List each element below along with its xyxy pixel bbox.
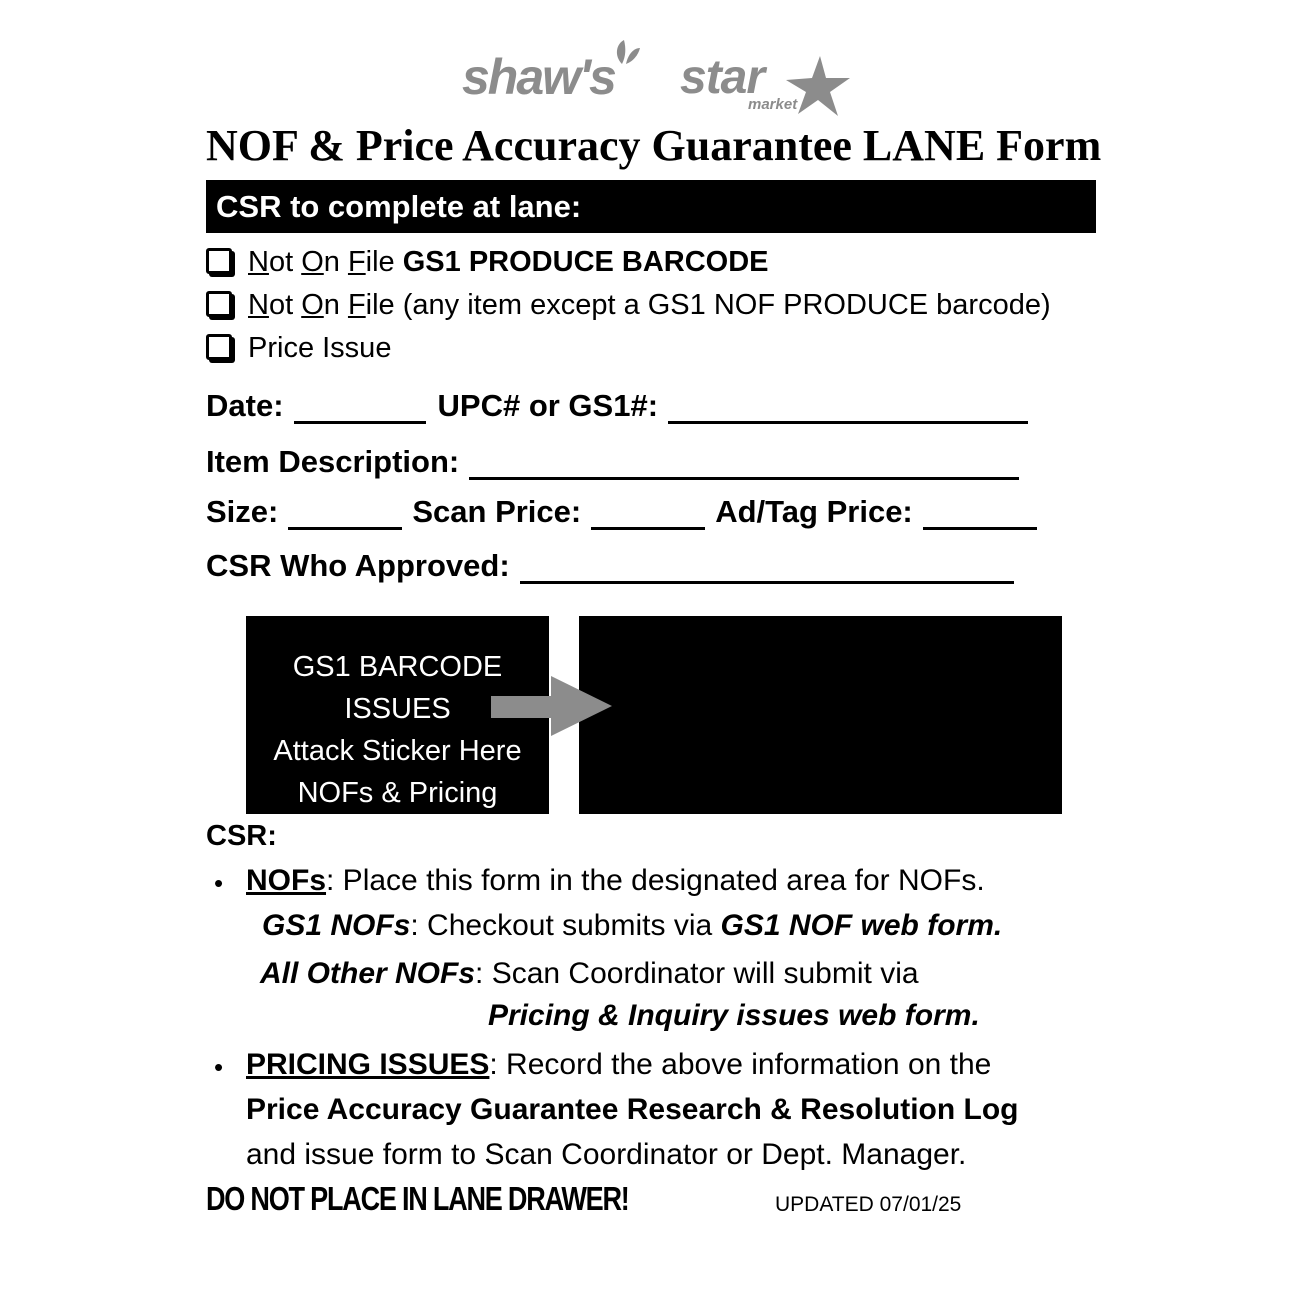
item-description-field[interactable] — [469, 447, 1019, 480]
gs1-nofs-line: GS1 NOFs: Checkout submits via GS1 NOF web form. — [262, 909, 1003, 942]
date-upc-row — [206, 388, 1028, 424]
lane-drawer-warning: DO NOT PLACE IN LANE DRAWER! — [206, 1180, 629, 1217]
arrow-right-icon — [491, 676, 613, 738]
csr-approved-field[interactable] — [520, 551, 1014, 584]
upc-label: UPC# or GS1#: — [437, 388, 659, 423]
gs1-line4: NOFs & Pricing — [297, 777, 498, 809]
checkbox[interactable] — [206, 334, 232, 360]
price-row — [206, 494, 1037, 530]
form-title: NOF & Price Accuracy Guarantee LANE Form — [206, 121, 1102, 170]
item-description-label: Item Description: — [206, 444, 460, 479]
ad-tag-price-label: Ad/Tag Price: — [715, 494, 913, 529]
pricing-issue-line: and issue form to Scan Coordinator or Dept. Manager. — [246, 1138, 967, 1171]
gs1-line2: ISSUES — [344, 693, 451, 725]
upc-field[interactable] — [668, 391, 1028, 424]
gs1-line3: Attack Sticker Here — [273, 735, 522, 767]
checkbox-row-price-issue[interactable] — [206, 332, 391, 365]
nofs-line: NOFs: Place this form in the designated area for NOFs. — [246, 864, 985, 897]
checkbox-row-gs1-produce[interactable] — [206, 246, 769, 279]
leaf-icon — [612, 38, 642, 66]
star-logo: star — [680, 51, 765, 104]
item-description-row — [206, 444, 1019, 480]
csr-approved-row — [206, 548, 1014, 584]
csr-heading: CSR: — [206, 820, 277, 852]
sticker-area[interactable] — [579, 616, 1062, 814]
checkbox[interactable] — [206, 248, 232, 274]
pricing-log-line: Price Accuracy Guarantee Research & Resolution Log — [246, 1093, 1019, 1126]
shaws-logo: shaw's — [462, 49, 615, 105]
market-logo-text: market — [748, 96, 798, 113]
date-field[interactable] — [294, 391, 426, 424]
other-nofs-line: All Other NOFs: Scan Coordinator will submit via — [260, 957, 919, 990]
updated-date: UPDATED 07/01/25 — [775, 1193, 962, 1216]
checkbox-row-not-on-file[interactable] — [206, 289, 1051, 322]
scan-price-label: Scan Price: — [412, 494, 582, 529]
checkbox-label: Not On File GS1 PRODUCE BARCODE — [248, 246, 769, 278]
bullet-icon: • — [214, 868, 224, 898]
ad-tag-price-field[interactable] — [923, 497, 1037, 530]
other-nofs-form: Pricing & Inquiry issues web form. — [488, 999, 980, 1032]
size-field[interactable] — [288, 497, 402, 530]
checkbox[interactable] — [206, 291, 232, 317]
checkbox-label: Not On File (any item except a GS1 NOF PRODUCE barcode) — [248, 289, 1051, 321]
checkbox-label: Price Issue — [248, 332, 392, 364]
csr-approved-label: CSR Who Approved: — [206, 548, 510, 583]
pricing-line: PRICING ISSUES: Record the above information on the — [246, 1048, 992, 1081]
section-banner: CSR to complete at lane: — [206, 180, 1096, 233]
date-label: Date: — [206, 388, 284, 423]
scan-price-field[interactable] — [591, 497, 705, 530]
bullet-icon: • — [214, 1052, 224, 1082]
gs1-line1: GS1 BARCODE — [292, 651, 503, 683]
size-label: Size: — [206, 494, 279, 529]
